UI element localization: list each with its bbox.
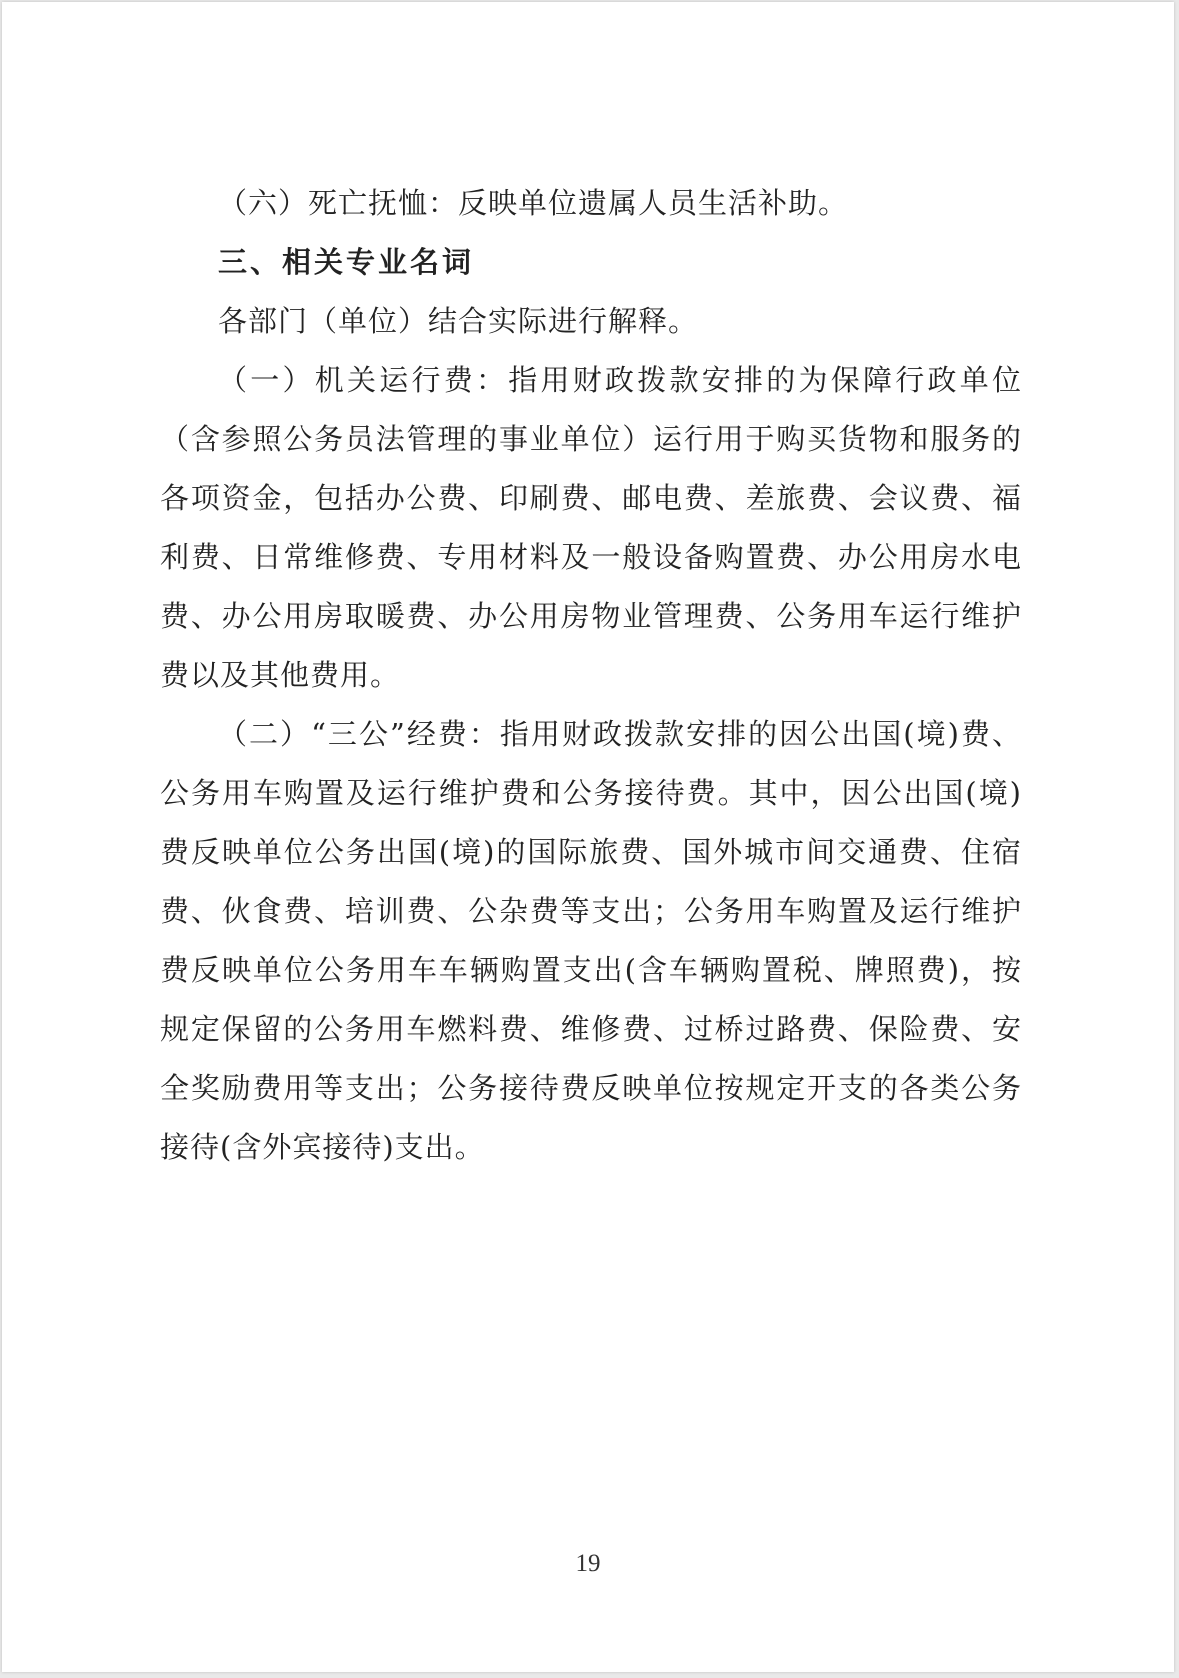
page-content [160,174,1022,1177]
section-heading-terms: 三、相关专业名词 [218,245,475,279]
paragraph-death-pension: （六）死亡抚恤：反映单位遗属人员生活补助。 [218,186,849,220]
paragraph-operating-expenses: （一）机关运行费：指用财政拨款安排的为保障行政单位（含参照公务员法管理的事业单位）运行用于购买货物和服务的各项资金，包括办公费、印刷费、邮电费、差旅费、会议费、福利费、日常维修费、专用材料及一般设备购置费、办公用房水电费、办公用房取暖费、办公用房物业管理费、公务用车运行维护费以及其他费用。 [160,363,1022,692]
page-number: 19 [575,1550,601,1577]
paragraph-three-public-expenses: （二）“三公”经费：指用财政拨款安排的因公出国(境)费、公务用车购置及运行维护费和公务接待费。其中，因公出国(境)费反映单位公务出国(境)的国际旅费、国外城市间交通费、住宿费、伙食费、培训费、公杂费等支出；公务用车购置及运行维护费反映单位公务用车车辆购置支出(含车辆购置税、牌照费)，按规定保留的公务用车燃料费、维修费、过桥过路费、保险费、安全奖励费用等支出；公务接待费反映单位按规定开支的各类公务接待(含外宾接待)支出。 [160,717,1022,1164]
document-page [2,2,1174,1672]
paragraph-explanation-note: 各部门（单位）结合实际进行解释。 [218,304,699,338]
